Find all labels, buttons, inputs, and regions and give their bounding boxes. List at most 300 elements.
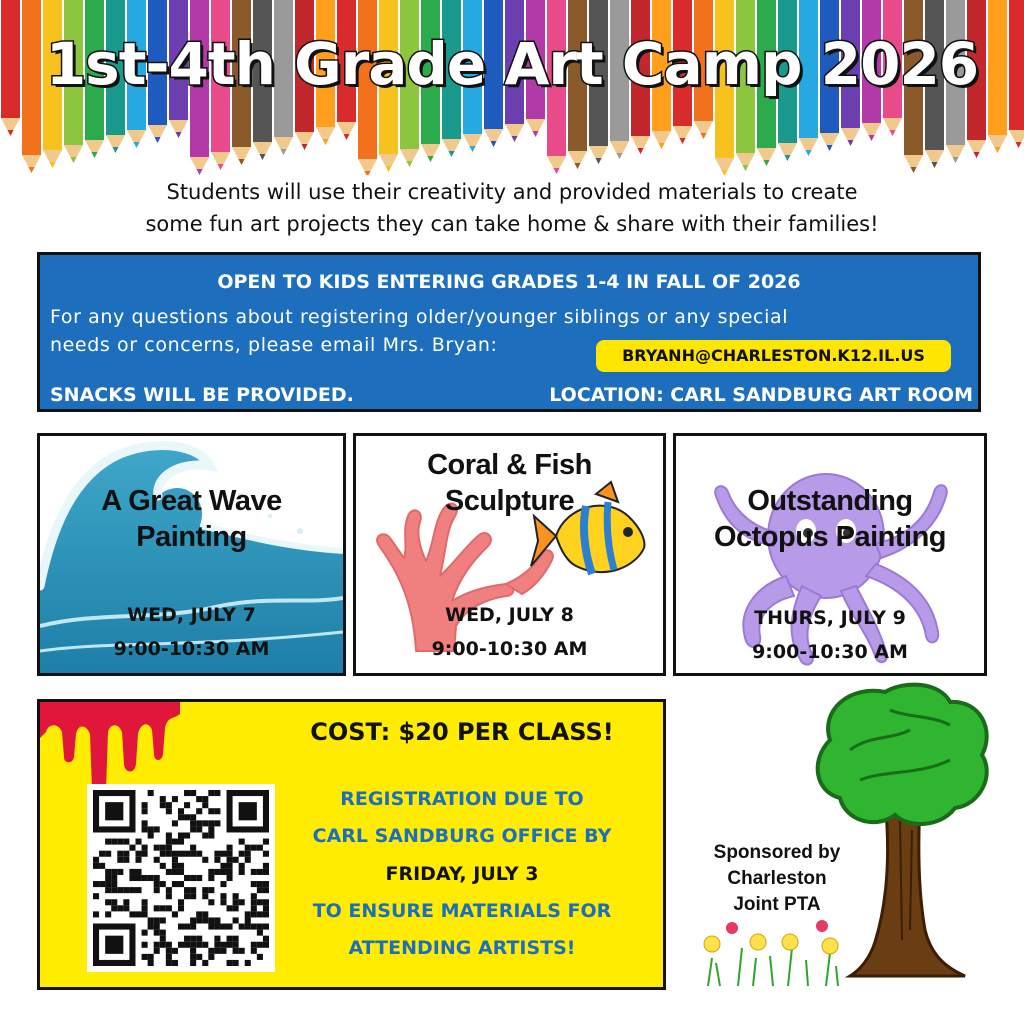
qr-module — [166, 893, 172, 899]
qr-module — [135, 911, 141, 917]
qr-module — [208, 917, 214, 923]
qr-module — [239, 839, 245, 845]
qr-module — [196, 796, 202, 802]
location-note: LOCATION: CARL SANDBURG ART ROOM — [549, 384, 973, 406]
qr-module — [142, 905, 148, 911]
qr-module — [202, 942, 208, 948]
qr-module — [196, 917, 202, 923]
qr-module — [190, 948, 196, 954]
pencil-lead — [155, 137, 161, 143]
class-schedule — [676, 601, 984, 669]
qr-module — [239, 869, 245, 875]
registration-line-3: TO ENSURE MATERIALS FOR — [312, 900, 612, 922]
class-title-line-1: Outstanding — [747, 485, 913, 517]
pencil-lead — [50, 162, 56, 168]
qr-module — [257, 845, 263, 851]
qr-module — [142, 930, 148, 936]
qr-module — [142, 911, 148, 917]
pencil-lead — [659, 143, 665, 149]
qr-module — [263, 881, 269, 887]
qr-module — [178, 808, 184, 814]
qr-module — [233, 899, 239, 905]
pencil-lead — [932, 162, 938, 168]
qr-module — [220, 924, 226, 930]
qr-module — [129, 869, 135, 875]
qr-module — [227, 857, 233, 863]
qr-module — [160, 881, 166, 887]
pencil-lead — [890, 130, 896, 136]
qr-module — [251, 911, 257, 917]
qr-module — [245, 911, 251, 917]
qr-module — [148, 917, 154, 923]
qr-module — [154, 905, 160, 911]
qr-module — [196, 851, 202, 857]
qr-module — [214, 790, 220, 796]
qr-module — [202, 917, 208, 923]
qr-module — [160, 796, 166, 802]
qr-module — [184, 936, 190, 942]
qr-module — [190, 820, 196, 826]
qr-module — [263, 942, 269, 948]
qr-module — [142, 942, 148, 948]
questions-line-1: For any questions about registering older/younger siblings or any special — [50, 306, 789, 328]
qr-module — [208, 948, 214, 954]
pencil-lead — [302, 144, 308, 150]
qr-module — [196, 820, 202, 826]
qr-module — [214, 942, 220, 948]
contact-email-link[interactable]: BRYANH@CHARLESTON.K12.IL.US — [596, 340, 951, 372]
qr-module — [154, 917, 160, 923]
qr-module — [190, 814, 196, 820]
qr-module — [160, 942, 166, 948]
qr-module — [220, 899, 226, 905]
qr-module — [172, 863, 178, 869]
pencil-lead — [1016, 142, 1022, 148]
paint-drip-icon — [40, 702, 220, 797]
qr-module — [190, 790, 196, 796]
pencil-lead — [29, 167, 35, 173]
qr-module — [160, 845, 166, 851]
qr-module — [172, 869, 178, 875]
qr-module — [154, 881, 160, 887]
qr-module — [154, 857, 160, 863]
qr-module — [196, 808, 202, 814]
class-date: THURS, JULY 9 — [754, 607, 906, 629]
qr-module — [142, 802, 148, 808]
registration-line-4: ATTENDING ARTISTS! — [348, 937, 576, 959]
qr-module — [220, 948, 226, 954]
qr-module — [257, 899, 263, 905]
qr-module — [245, 917, 251, 923]
qr-module — [233, 857, 239, 863]
qr-module — [263, 911, 269, 917]
qr-module — [117, 839, 123, 845]
qr-module — [154, 924, 160, 930]
qr-module — [111, 839, 117, 845]
qr-module — [239, 924, 245, 930]
qr-module — [196, 936, 202, 942]
qr-module — [105, 887, 111, 893]
qr-module — [251, 905, 257, 911]
class-title-line-1: Coral & Fish — [427, 449, 592, 481]
eligibility-heading: OPEN TO KIDS ENTERING GRADES 1-4 IN FALL OF 2026 — [217, 271, 801, 293]
qr-module — [257, 942, 263, 948]
qr-module — [172, 881, 178, 887]
class-date: WED, JULY 7 — [127, 604, 256, 626]
qr-module — [202, 796, 208, 802]
qr-module — [202, 820, 208, 826]
qr-module — [129, 887, 135, 893]
qr-module — [178, 832, 184, 838]
pencil-lead — [806, 150, 812, 156]
pencil-lead — [428, 156, 434, 162]
qr-module — [166, 869, 172, 875]
flowers-icon — [698, 918, 848, 988]
qr-module — [233, 917, 239, 923]
qr-module — [111, 887, 117, 893]
qr-module — [154, 826, 160, 832]
pencil-lead — [449, 151, 455, 157]
intro-line-2: some fun art projects they can take home & share with their families! — [145, 212, 879, 236]
qr-module — [245, 857, 251, 863]
qr-module — [111, 869, 117, 875]
qr-module — [190, 845, 196, 851]
pencil-lead — [617, 153, 623, 159]
qr-module — [178, 942, 184, 948]
qr-module — [123, 857, 129, 863]
qr-module — [123, 905, 129, 911]
qr-module — [160, 851, 166, 857]
qr-module — [263, 924, 269, 930]
page-title: 1st-4th Grade Art Camp 2026 — [45, 30, 979, 98]
qr-module — [148, 790, 154, 796]
qr-module — [142, 820, 148, 826]
qr-module — [93, 857, 99, 863]
qr-module — [251, 893, 257, 899]
class-title — [40, 483, 343, 555]
class-card-wave — [37, 433, 346, 676]
qr-module — [220, 942, 226, 948]
qr-module — [105, 875, 111, 881]
qr-module — [190, 893, 196, 899]
registration-deadline: FRIDAY, JULY 3 — [385, 863, 539, 885]
qr-module — [148, 954, 154, 960]
qr-module — [166, 808, 172, 814]
qr-module — [142, 875, 148, 881]
qr-module — [214, 869, 220, 875]
qr-module — [196, 826, 202, 832]
qr-module — [148, 960, 154, 966]
intro-line-1: Students will use their creativity and provided materials to create — [166, 180, 858, 204]
qr-module — [251, 845, 257, 851]
class-schedule — [356, 598, 663, 666]
pencil-lead — [176, 132, 182, 138]
qr-module — [93, 893, 99, 899]
qr-module — [123, 839, 129, 845]
qr-module — [166, 887, 172, 893]
class-title-line-2: Sculpture — [444, 485, 575, 517]
class-time: 9:00-10:30 AM — [431, 638, 588, 660]
qr-module — [142, 954, 148, 960]
pencil-lead — [134, 142, 140, 148]
qr-module — [178, 899, 184, 905]
qr-module — [251, 869, 257, 875]
class-title — [356, 447, 663, 519]
qr-module — [214, 808, 220, 814]
info-panel — [37, 252, 981, 412]
qr-module — [178, 869, 184, 875]
qr-module — [208, 820, 214, 826]
qr-module — [227, 845, 233, 851]
pencil-lead — [239, 159, 245, 165]
class-title-line-2: Octopus Painting — [713, 521, 947, 553]
qr-module — [172, 911, 178, 917]
qr-module — [184, 814, 190, 820]
qr-module — [196, 942, 202, 948]
qr-module — [142, 851, 148, 857]
qr-module — [160, 905, 166, 911]
qr-module — [154, 845, 160, 851]
qr-module — [184, 802, 190, 808]
pencil-lead — [554, 168, 560, 174]
qr-module — [233, 960, 239, 966]
qr-module — [257, 930, 263, 936]
class-time: 9:00-10:30 AM — [752, 641, 908, 663]
pencil-tip — [1009, 130, 1024, 148]
pencil-lead — [470, 146, 476, 152]
qr-module — [263, 905, 269, 911]
qr-module — [99, 863, 105, 869]
pencil-lead — [8, 130, 14, 136]
qr-module — [117, 905, 123, 911]
qr-module — [172, 851, 178, 857]
qr-module — [166, 954, 172, 960]
pencil-lead — [92, 152, 98, 158]
class-title-line-1: A Great Wave — [101, 485, 282, 517]
qr-module — [111, 875, 117, 881]
qr-module — [172, 796, 178, 802]
qr-module — [227, 869, 233, 875]
class-card-coral-fish — [353, 433, 666, 676]
pencil-lead — [71, 157, 77, 163]
qr-module — [239, 863, 245, 869]
qr-module — [263, 863, 269, 869]
qr-module — [154, 887, 160, 893]
qr-module — [202, 893, 208, 899]
qr-module — [257, 924, 263, 930]
qr-module — [220, 851, 226, 857]
qr-module — [172, 839, 178, 845]
qr-module — [117, 857, 123, 863]
qr-module — [105, 802, 123, 820]
pencil-lead — [281, 149, 287, 155]
qr-module — [178, 839, 184, 845]
qr-module — [111, 881, 117, 887]
qr-module — [214, 917, 220, 923]
qr-module — [214, 851, 220, 857]
qr-module — [214, 936, 220, 942]
qr-module — [142, 845, 148, 851]
qr-module — [257, 954, 263, 960]
qr-module — [160, 863, 166, 869]
qr-module — [135, 887, 141, 893]
qr-module — [111, 905, 117, 911]
qr-module — [233, 893, 239, 899]
intro-text — [40, 176, 984, 240]
qr-module — [208, 790, 214, 796]
qr-module — [172, 960, 178, 966]
qr-module — [190, 887, 196, 893]
qr-module — [220, 893, 226, 899]
qr-module — [111, 899, 117, 905]
qr-module — [117, 869, 123, 875]
qr-module — [257, 869, 263, 875]
qr-module — [148, 832, 154, 838]
qr-module — [233, 948, 239, 954]
qr-module — [142, 826, 148, 832]
qr-module — [263, 839, 269, 845]
qr-module — [154, 948, 160, 954]
qr-module — [148, 875, 154, 881]
qr-module — [239, 851, 245, 857]
pencil-lead — [638, 148, 644, 154]
qr-module — [245, 924, 251, 930]
qr-module — [227, 924, 233, 930]
qr-module — [208, 869, 214, 875]
qr-module — [178, 924, 184, 930]
qr-module — [166, 942, 172, 948]
pencil-lead — [386, 166, 392, 172]
class-date: WED, JULY 8 — [445, 604, 574, 626]
questions-line-2: needs or concerns, please email Mrs. Bryan: — [50, 334, 498, 356]
qr-module — [93, 863, 99, 869]
qr-module — [208, 954, 214, 960]
qr-module — [196, 954, 202, 960]
qr-module — [178, 814, 184, 820]
pencil-lead — [722, 170, 728, 175]
sponsor-line-1: Sponsored by — [713, 842, 841, 863]
qr-module — [208, 832, 214, 838]
qr-module — [148, 924, 154, 930]
pencil-lead — [491, 141, 497, 147]
pencil-lead — [701, 133, 707, 139]
qr-module — [251, 942, 257, 948]
qr-module — [160, 930, 166, 936]
qr-module — [220, 869, 226, 875]
pencil-lead — [533, 131, 539, 137]
pencil-lead — [974, 152, 980, 158]
qr-module — [202, 857, 208, 863]
class-schedule — [40, 598, 343, 666]
pencil-lead — [323, 139, 329, 145]
pencil-lead — [827, 145, 833, 151]
qr-module — [93, 911, 99, 917]
qr-module — [160, 802, 166, 808]
qr-module — [117, 887, 123, 893]
qr-module — [142, 808, 148, 814]
pencil-lead — [911, 167, 917, 173]
qr-module — [135, 851, 141, 857]
pencil-lead — [596, 158, 602, 164]
qr-module — [105, 839, 111, 845]
qr-module — [245, 851, 251, 857]
qr-module — [208, 826, 214, 832]
qr-module — [220, 881, 226, 887]
qr-module — [214, 820, 220, 826]
qr-module — [190, 960, 196, 966]
pencil-lead — [764, 160, 770, 166]
qr-module — [178, 851, 184, 857]
qr-module — [123, 887, 129, 893]
qr-module — [208, 899, 214, 905]
qr-module — [227, 936, 233, 942]
qr-module — [245, 845, 251, 851]
qr-module — [166, 905, 172, 911]
qr-module — [214, 857, 220, 863]
qr-module — [233, 936, 239, 942]
registration-qr-code[interactable] — [87, 784, 275, 972]
qr-module — [263, 936, 269, 942]
qr-module — [227, 863, 233, 869]
pencil-lead — [197, 169, 203, 175]
qr-module — [227, 960, 233, 966]
qr-module — [263, 851, 269, 857]
snacks-note: SNACKS WILL BE PROVIDED. — [50, 384, 354, 406]
pencil-lead — [743, 165, 749, 171]
qr-module — [251, 899, 257, 905]
qr-module — [178, 905, 184, 911]
qr-module — [178, 881, 184, 887]
pencil-lead — [869, 135, 875, 141]
qr-module — [166, 948, 172, 954]
class-time: 9:00-10:30 AM — [113, 638, 270, 660]
pencil-lead — [848, 140, 854, 146]
qr-module — [251, 881, 257, 887]
qr-module — [202, 887, 208, 893]
qr-module — [202, 802, 208, 808]
qr-module — [105, 936, 123, 954]
qr-module — [142, 899, 148, 905]
qr-module — [184, 924, 190, 930]
qr-module — [135, 857, 141, 863]
qr-module — [172, 857, 178, 863]
qr-module — [263, 899, 269, 905]
qr-module — [184, 875, 190, 881]
qr-module — [190, 851, 196, 857]
qr-module — [160, 936, 166, 942]
qr-module — [190, 826, 196, 832]
qr-module — [105, 911, 111, 917]
qr-module — [257, 881, 263, 887]
qr-code-icon — [87, 784, 275, 972]
qr-module — [105, 869, 111, 875]
sponsor-line-2: Charleston — [727, 868, 827, 889]
qr-module — [166, 845, 172, 851]
qr-module — [263, 887, 269, 893]
qr-module — [257, 911, 263, 917]
pencil-lead — [953, 157, 959, 163]
pencil-lead — [344, 134, 350, 140]
qr-module — [220, 863, 226, 869]
qr-module — [105, 851, 111, 857]
qr-module — [178, 863, 184, 869]
qr-module — [166, 851, 172, 857]
qr-module — [172, 820, 178, 826]
qr-module — [184, 851, 190, 857]
qr-module — [129, 875, 135, 881]
qr-module — [202, 911, 208, 917]
qr-module — [184, 893, 190, 899]
